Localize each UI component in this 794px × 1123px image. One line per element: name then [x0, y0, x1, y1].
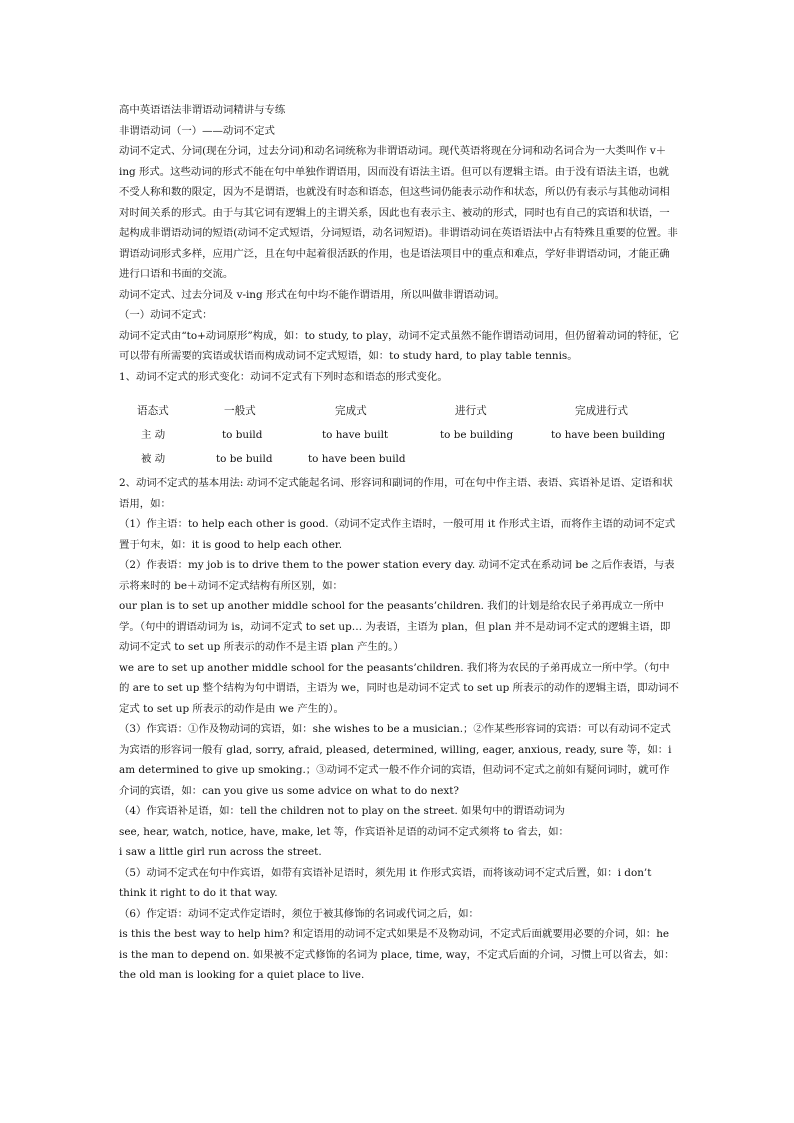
infinitive-forms-table [119, 401, 679, 473]
table-row-active [119, 425, 679, 449]
table-header-cell: 进行式 [455, 405, 487, 417]
intro-paragraph: 动词不定式、分词(现在分词，过去分词)和动名词统称为非谓语动词。现代英语将现在分词和动名词合为一大类叫作 v＋ing 形式。这些动词的形式不能在句中单独作谓语用，因而没有语法主语。但可以有逻辑主语。由于没有语法主语，也就不受人称和数的限定，因为不是谓语，也就没有时态和语态，但这些词仍能表示动作和状态，所以仍有表示与其他动词相对时间关系的形式。由于与其它词有逻辑上的主谓关系，因此也有表示主、被动的形式，同时也有自己的宾语和状语，一起构成非谓语动词的短语(动词不定式短语，分词短语，动名词短语)。非谓语动词在英语语法中占有特殊且重要的位置。非谓语动词形式多样，应用广泛，且在句中起着很活跃的作用，也是语法项目中的重点和难点，学好非谓语动词，才能正确进行口语和书面的交流。 [119, 145, 678, 280]
usage-2: （2）作表语：my job is to drive them to the power station every day. 动词不定式在系动词 be 之后作表语，与表示将来时的 be＋动词不定式结构有所区别，如： [119, 559, 675, 592]
usage-3: （3）作宾语：①作及物动词的宾语，如：she wishes to be a musician.；②作某些形容词的宾语：可以有动词不定式为宾语的形容词一般有 glad, sorry, afraid, pleased, determined, willing, eager, anxious, ready, sure 等，如：i am determined to give up smoking.；③动词不定式一般不作介词的宾语，但动词不定式之前如有疑问词时，就可作介词的宾语，如：can you give us some advice on what to do next? [119, 723, 672, 797]
section-heading: 非谓语动词（一）——动词不定式 [119, 124, 275, 137]
usage-5: （5）动词不定式在句中作宾语，如带有宾语补足语时，须先用 it 作形式宾语，而将该动词不定式后置，如：i don’t think it right to do it that way. [119, 866, 652, 899]
document-title: 高中英语语法非谓语动词精讲与专练 [119, 104, 286, 116]
table-cell: to build [222, 429, 263, 441]
note-paragraph: 动词不定式、过去分词及 v-ing 形式在句中均不能作谓语用，所以叫做非谓语动词。 [119, 288, 505, 301]
table-cell: to be building [440, 429, 514, 441]
table-cell: 主 动 [141, 429, 166, 441]
table-cell: to be build [216, 453, 273, 465]
point1-paragraph: 1、动词不定式的形式变化：动词不定式有下列时态和语态的形式变化。 [119, 370, 448, 383]
table-header-cell: 完成式 [335, 405, 367, 417]
document-page [119, 100, 679, 986]
usage-4-example: i saw a little girl run across the street. [119, 846, 322, 858]
table-row-passive [119, 449, 679, 473]
usage-6: （6）作定语：动词不定式作定语时，须位于被其修饰的名词或代词之后，如： [119, 907, 479, 920]
table-header-cell: 完成进行式 [575, 405, 628, 417]
table-header-row [119, 401, 679, 425]
usage-2-example-1: our plan is to set up another middle school for the peasants’children. 我们的计划是给农民子弟再成立一所中学。（句中的谓语动词为 is，动词不定式 to set up… 为表语，主语为 plan，但 plan 并不是动词不定式的逻辑主语，即动词不定式 to set up 所表示的动作不是主语 plan 产生的。） [119, 600, 671, 653]
usage-4: （4）作宾语补足语，如：tell the children not to play on the street. 如果句中的谓语动词为 [119, 805, 565, 817]
table-cell: to have been building [551, 429, 666, 441]
usage-1: （1）作主语：to help each other is good.（动词不定式作主语时，一般可用 it 作形式主语，而将作主语的动词不定式置于句末，如：it is good to help each other. [119, 518, 676, 551]
usage-6-continued: is this the best way to help him? 和定语用的动词不定式如果是不及物动词，不定式后面就要用必要的介词，如：he is the man to depend on. 如果被不定式修饰的名词为 place, time, way，不定式后面的介词，习惯上可以省去，如：the old man is looking for a quiet place to live. [119, 928, 675, 981]
table-header-cell: 语态式 [137, 405, 169, 417]
table-cell: to have built [322, 429, 389, 441]
table-cell: to have been build [308, 453, 406, 465]
section1-text: 动词不定式由“to+动词原形”构成，如：to study, to play，动词不定式虽然不能作谓语动词用，但仍留着动词的特征，它可以带有所需要的宾语或状语而构成动词不定式短语，如：to study hard, to play table tennis。 [119, 329, 680, 362]
table-cell: 被 动 [141, 453, 166, 465]
usage-2-example-2: we are to set up another middle school for the peasants’children. 我们将为农民的子弟再成立一所中学。（句中的 are to set up 整个结构为句中谓语，主语为 we，同时也是动词不定式 to set up 所表示的动作的逻辑主语，即动词不定式 to set up 所表示的动作是由 we 产生的）。 [119, 661, 679, 715]
table-header-cell: 一般式 [224, 405, 256, 417]
point2-paragraph: 2、动词不定式的基本用法: 动词不定式能起名词、形容词和副词的作用，可在句中作主语、表语、宾语补足语、定语和状语用，如： [119, 477, 673, 510]
section1-title: （一）动词不定式： [119, 309, 213, 321]
usage-4-continued: see, hear, watch, notice, have, make, let 等，作宾语补足语的动词不定式须将 to 省去，如： [119, 825, 569, 838]
